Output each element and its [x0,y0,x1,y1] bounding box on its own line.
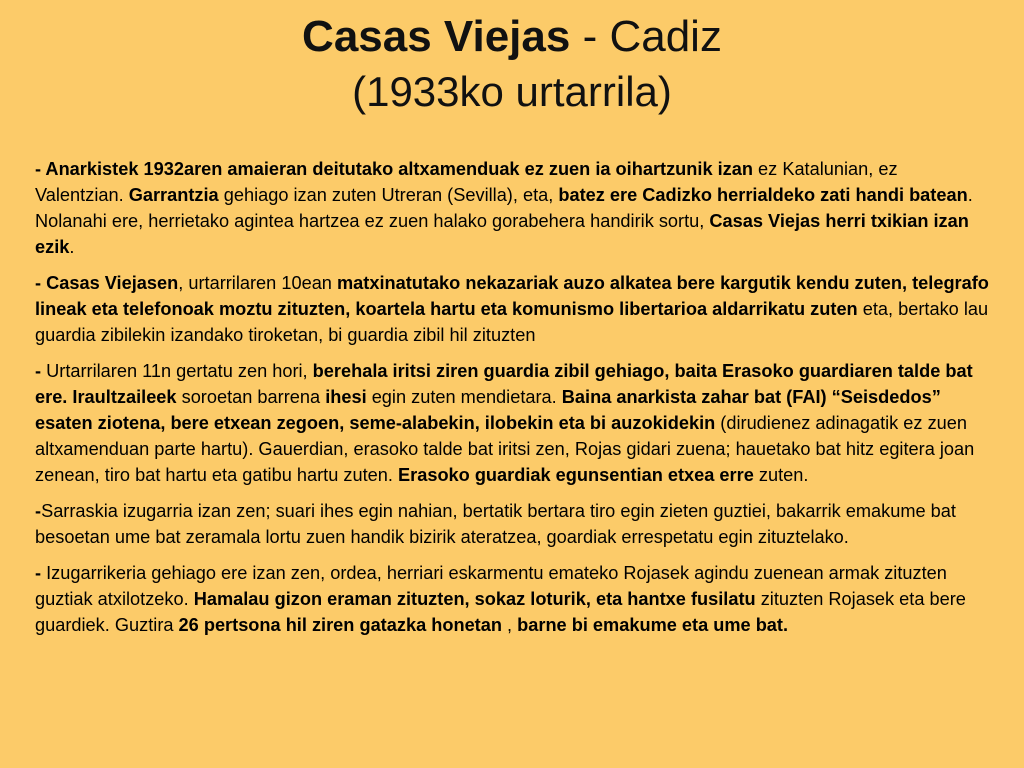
text-run: , [501,615,518,635]
bold-text-run: - [35,563,42,583]
bold-text-run: - Anarkistek 1932aren amaieran deitutako altxamenduak ez zuen ia oihartzunik izan [35,159,753,179]
bold-text-run: - [35,361,47,381]
bold-text-run: Hamalau gizon eraman zituzten, sokaz loturik, eta hantxe fusilatu [193,589,756,609]
title-line [0,8,1024,65]
body-paragraph [35,156,990,260]
text-run: Urtarrilaren 11n gertatu zen hori, [46,361,313,381]
body-paragraph [35,498,990,550]
body-paragraph [35,560,990,638]
body-paragraph [35,358,990,488]
bold-text-run: Baina anarkista zahar bat (FAI) “Seisdedos” esaten ziotena, bere etxean zegoen, seme-alabekin, ilobekin eta bi auzokidekin [35,387,941,433]
text-run: (dirudienez adinagatik ez zuen altxamenduan parte hartu). Gauerdian, erasoko talde bat iritsi zen, Rojas gidari zuena; hauetako bat hitz egitera joan zenean, tiro bat hartu eta gatibu hartu zuten. [35,413,975,485]
title-bold: Casas Viejas [302,12,571,61]
body-paragraph [35,270,990,348]
text-run: Izugarrikeria gehiago ere izan zen, ordea, herriari eskarmentu emateko Rojasek agindu zuenean armak zituzten guztiak atxilotzeko. [35,563,947,609]
bold-text-run: - [35,501,42,521]
bold-text-run: Casas Viejas herri txikian izan ezik [35,211,969,257]
text-run: . [69,237,75,257]
bold-text-run: batez ere Cadizko herrialdeko zati handi batean [558,185,968,205]
slide-title [0,8,1024,120]
bold-text-run: Erasoko guardiak egunsentian etxea erre [398,465,754,485]
text-run: . Nolanahi ere, herrietako agintea hartzea ez zuen halako gorabehera handirik sortu, [35,185,973,231]
bold-text-run: matxinatutako nekazariak auzo alkatea bere kargutik kendu zuten, telegrafo lineak eta telefonoak moztu zituzten, koartela hartu eta komunismo libertarioa aldarrikatu zuten [35,273,989,319]
bold-text-run: berehala iritsi ziren guardia zibil gehiago, baita Erasoko guardiaren talde bat ere. Iraultzaileek [35,361,973,407]
text-run: gehiago izan zuten Utreran (Sevilla), eta, [218,185,559,205]
subtitle: (1933ko urtarrila) [352,68,672,116]
bold-text-run: ihesi [325,387,367,407]
bold-text-run: barne bi emakume eta ume bat. [517,615,789,635]
text-run: soroetan barrena [176,387,326,407]
text-run: eta, bertako lau guardia zibilekin izandako tiroketan, bi guardia zibil hil zituzten [35,299,989,345]
text-run: zituzten Rojasek eta bere guardiek. Guztira [35,589,966,635]
bold-text-run: Garrantzia [128,185,219,205]
bold-text-run: - Casas Viejasen [35,273,179,293]
text-run: ez Katalunian, ez Valentzian. [35,159,898,205]
slide-body [35,156,990,648]
text-run: zuten. [753,465,809,485]
text-run: egin zuten mendietara. [366,387,562,407]
title-rest: - Cadiz [570,12,722,61]
text-run: , urtarrilaren 10ean [178,273,337,293]
bold-text-run: 26 pertsona hil ziren gatazka honetan [178,615,502,635]
text-run: Sarraskia izugarria izan zen; suari ihes egin nahian, bertatik bertara tiro egin zieten guztiei, bakarrik emakume bat besoetan ume bat zeramala lortu zuen handik bizirik ateratzea, goardiak errespetatu egin zituztelako. [35,501,956,547]
